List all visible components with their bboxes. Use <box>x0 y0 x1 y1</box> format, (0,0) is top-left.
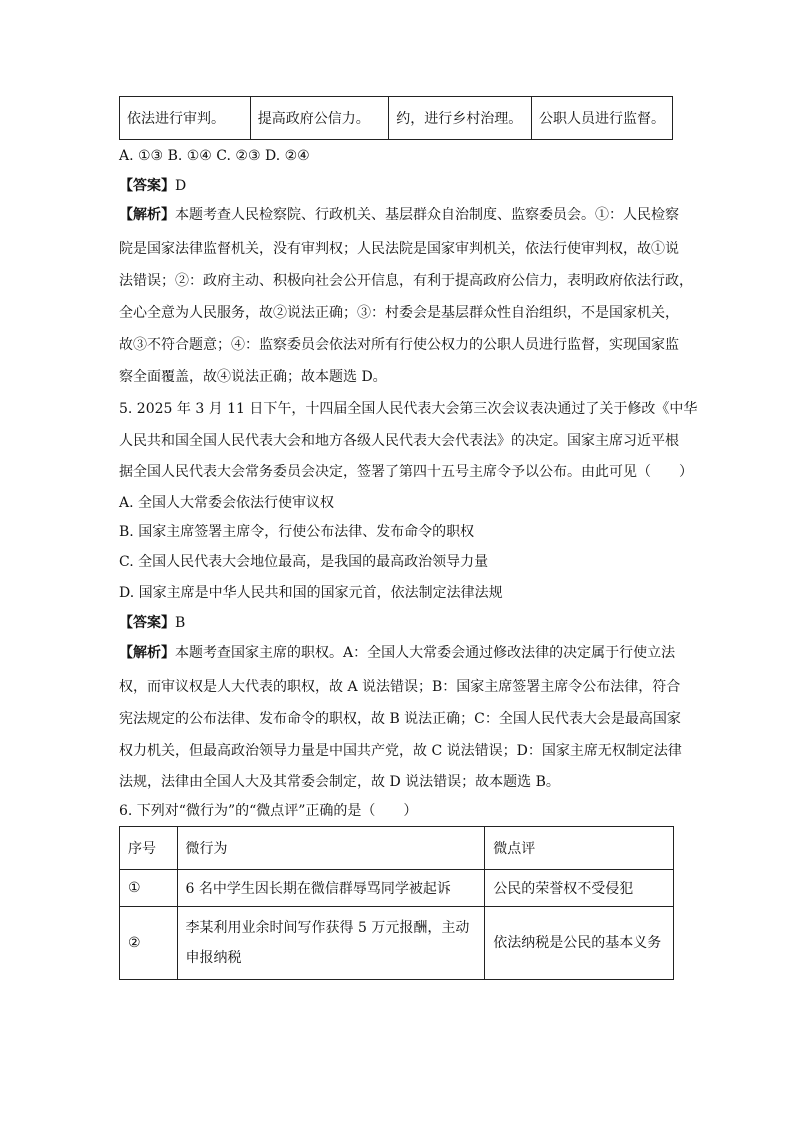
table-row <box>120 870 674 907</box>
question-4-analysis-line: 故③不符合题意；④：监察委员会依法对所有行使公权力的公职人员进行监督，实现国家监 <box>119 337 679 353</box>
row-number: ① <box>120 870 178 907</box>
question-4-analysis-line: 法错误；②：政府主动、积极向社会公开信息，有利于提高政府公信力，表明政府依法行政， <box>119 273 693 289</box>
answer-label: 【答案】 <box>119 615 175 631</box>
question-4-options-table <box>119 96 673 140</box>
question-5-analysis-line: 权，而审议权是人大代表的职权，故 A 说法错误；B：国家主席签署主席令公布法律，符合 <box>119 679 681 695</box>
table-row <box>120 907 674 980</box>
question-6-table <box>119 826 674 980</box>
table-row <box>120 97 673 140</box>
table-header-row <box>120 827 674 870</box>
question-4-options: A. ①③ B. ①④ C. ②③ D. ②④ <box>119 148 310 164</box>
question-5-answer <box>119 614 185 632</box>
question-5-stem-line: 据全国人民代表大会常务委员会决定，签署了第四十五号主席令予以公布。由此可见（ ） <box>119 464 693 480</box>
question-4-analysis-line: 全心全意为人民服务，故②说法正确；③：村委会是基层群众性自治组织，不是国家机关， <box>119 305 679 321</box>
table-cell: 约，进行乡村治理。 <box>389 97 532 140</box>
row-comment: 公民的荣誉权不受侵犯 <box>485 870 674 907</box>
analysis-label: 【解析】 <box>119 645 175 661</box>
row-comment: 依法纳税是公民的基本义务 <box>485 907 674 980</box>
question-4-analysis-line: 察全面覆盖，故④说法正确；故本题选 D。 <box>119 369 387 385</box>
table-cell: 依法进行审判。 <box>120 97 251 140</box>
row-number: ② <box>120 907 178 980</box>
question-5-analysis-line: 权力机关，但最高政治领导力量是中国共产党，故 C 说法错误；D：国家主席无权制定法律 <box>119 743 682 759</box>
question-5-option-b: B. 国家主席签署主席令，行使公布法律、发布命令的职权 <box>119 524 475 540</box>
answer-value: D <box>175 178 187 194</box>
question-5-analysis-line: 法规，法律由全国人大及其常委会制定，故 D 说法错误；故本题选 B。 <box>119 774 560 790</box>
table-cell: 提高政府公信力。 <box>250 97 389 140</box>
header-cell-comment: 微点评 <box>485 827 674 870</box>
question-5-stem-line: 5. 2025 年 3 月 11 日下午，十四届全国人民代表大会第三次会议表决通过了关于修改《中华 <box>119 401 698 417</box>
question-5-option-d: D. 国家主席是中华人民共和国的国家元首，依法制定法律法规 <box>119 585 503 601</box>
header-cell-number: 序号 <box>120 827 178 870</box>
question-5-option-c: C. 全国人民代表大会地位最高，是我国的最高政治领导力量 <box>119 554 489 570</box>
answer-value: B <box>175 615 186 631</box>
answer-label: 【答案】 <box>119 178 175 194</box>
question-5-option-a: A. 全国人大常委会依法行使审议权 <box>119 495 335 511</box>
header-cell-behavior: 微行为 <box>177 827 485 870</box>
analysis-label: 【解析】 <box>119 207 175 223</box>
question-4-analysis-line: 【解析】本题考查人民检察院、行政机关、基层群众自治制度、监察委员会。①：人民检察 <box>119 207 679 223</box>
question-5-analysis-line: 【解析】本题考查国家主席的职权。A：全国人大常委会通过修改法律的决定属于行使立法 <box>119 645 676 661</box>
row-behavior: 李某利用业余时间写作获得 5 万元报酬，主动申报纳税 <box>177 907 485 980</box>
table-cell: 公职人员进行监督。 <box>532 97 673 140</box>
row-behavior: 6 名中学生因长期在微信群辱骂同学被起诉 <box>177 870 485 907</box>
question-6-stem: 6. 下列对“微行为”的“微点评”正确的是（ ） <box>119 803 418 819</box>
question-4-analysis-line: 院是国家法律监督机关，没有审判权；人民法院是国家审判机关，依法行使审判权，故①说 <box>119 241 679 257</box>
question-5-stem-line: 人民共和国全国人民代表大会和地方各级人民代表大会代表法》的决定。国家主席习近平根 <box>119 433 679 449</box>
question-4-answer <box>119 177 186 195</box>
question-5-analysis-line: 宪法规定的公布法律、发布命令的职权，故 B 说法正确；C：全国人民代表大会是最高国家 <box>119 711 681 727</box>
